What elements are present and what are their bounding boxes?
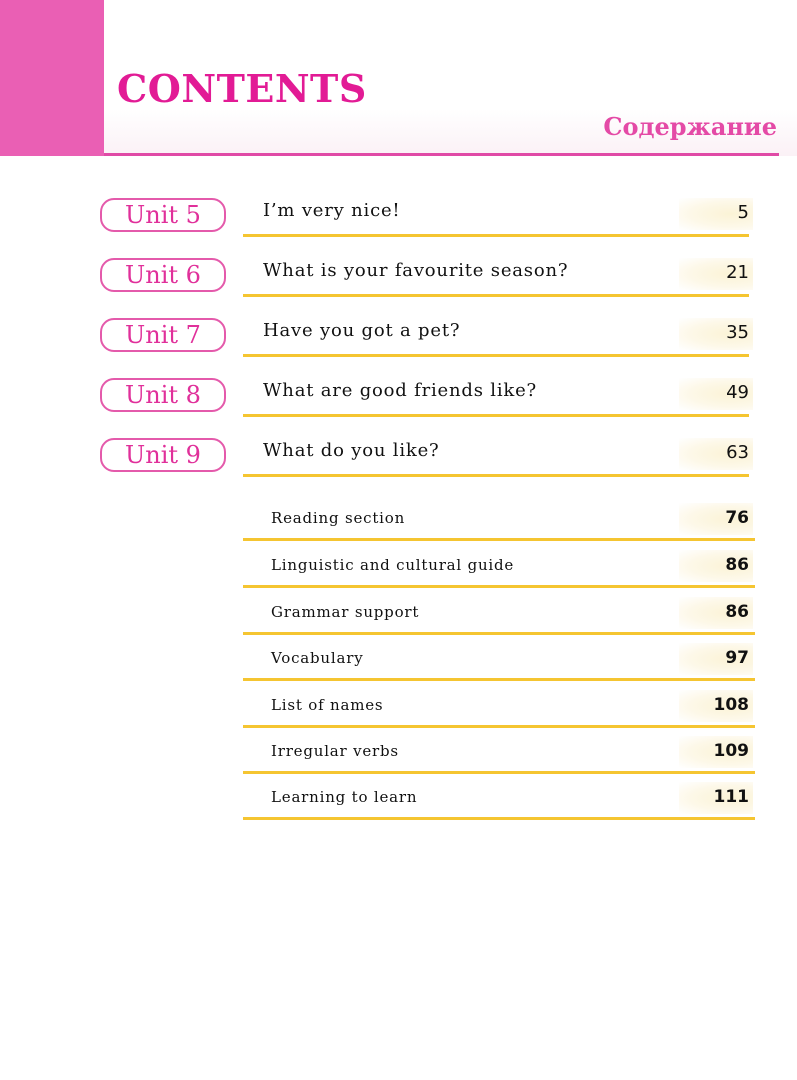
unit-title[interactable]: What are good friends like?: [263, 380, 538, 401]
section-title[interactable]: Linguistic and cultural guide: [271, 556, 515, 574]
page-number: 111: [679, 782, 753, 814]
toc-section-row[interactable]: [0, 782, 797, 828]
page-number: 97: [679, 643, 753, 675]
toc-unit-row[interactable]: [0, 198, 797, 258]
page-number: 49: [679, 378, 753, 410]
unit-title[interactable]: I’m very nice!: [263, 200, 401, 221]
section-title[interactable]: Vocabulary: [271, 649, 364, 667]
unit-title[interactable]: Have you got a pet?: [263, 320, 461, 341]
page-number: 108: [679, 690, 753, 722]
unit-badge: Unit 6: [100, 258, 226, 292]
row-divider: [243, 414, 749, 417]
unit-title[interactable]: What is your favourite season?: [263, 260, 569, 281]
section-title[interactable]: Reading section: [271, 509, 406, 527]
row-divider: [243, 474, 749, 477]
row-divider: [243, 678, 755, 681]
row-divider: [243, 354, 749, 357]
unit-badge: Unit 5: [100, 198, 226, 232]
row-divider: [243, 817, 755, 820]
unit-badge: Unit 9: [100, 438, 226, 472]
row-divider: [243, 538, 755, 541]
toc-section-row[interactable]: [0, 597, 797, 643]
header-divider: [104, 153, 779, 156]
toc-unit-row[interactable]: [0, 258, 797, 318]
page-number: 86: [679, 597, 753, 629]
row-divider: [243, 585, 755, 588]
toc-unit-row[interactable]: [0, 318, 797, 378]
page-number: 21: [679, 258, 753, 290]
toc-unit-row[interactable]: [0, 378, 797, 438]
section-title[interactable]: Irregular verbs: [271, 742, 399, 760]
row-divider: [243, 294, 749, 297]
row-divider: [243, 234, 749, 237]
page-subtitle: Содержание: [603, 112, 777, 141]
unit-badge: Unit 7: [100, 318, 226, 352]
row-divider: [243, 725, 755, 728]
page-number: 35: [679, 318, 753, 350]
toc-section-row[interactable]: [0, 550, 797, 596]
toc-section-row[interactable]: [0, 643, 797, 689]
page-number: 86: [679, 550, 753, 582]
section-title[interactable]: Learning to learn: [271, 788, 418, 806]
row-divider: [243, 632, 755, 635]
page-number: 63: [679, 438, 753, 470]
toc-unit-row[interactable]: [0, 438, 797, 498]
section-title[interactable]: Grammar support: [271, 603, 420, 621]
toc-section-row[interactable]: [0, 736, 797, 782]
section-title[interactable]: List of names: [271, 696, 384, 714]
page-number: 76: [679, 503, 753, 535]
unit-badge: Unit 8: [100, 378, 226, 412]
page-number: 109: [679, 736, 753, 768]
page-title: CONTENTS: [117, 66, 367, 111]
toc-section-row[interactable]: [0, 503, 797, 549]
header-color-block: [0, 0, 104, 156]
unit-title[interactable]: What do you like?: [263, 440, 440, 461]
page-number: 5: [679, 198, 753, 230]
row-divider: [243, 771, 755, 774]
toc-section-row[interactable]: [0, 690, 797, 736]
